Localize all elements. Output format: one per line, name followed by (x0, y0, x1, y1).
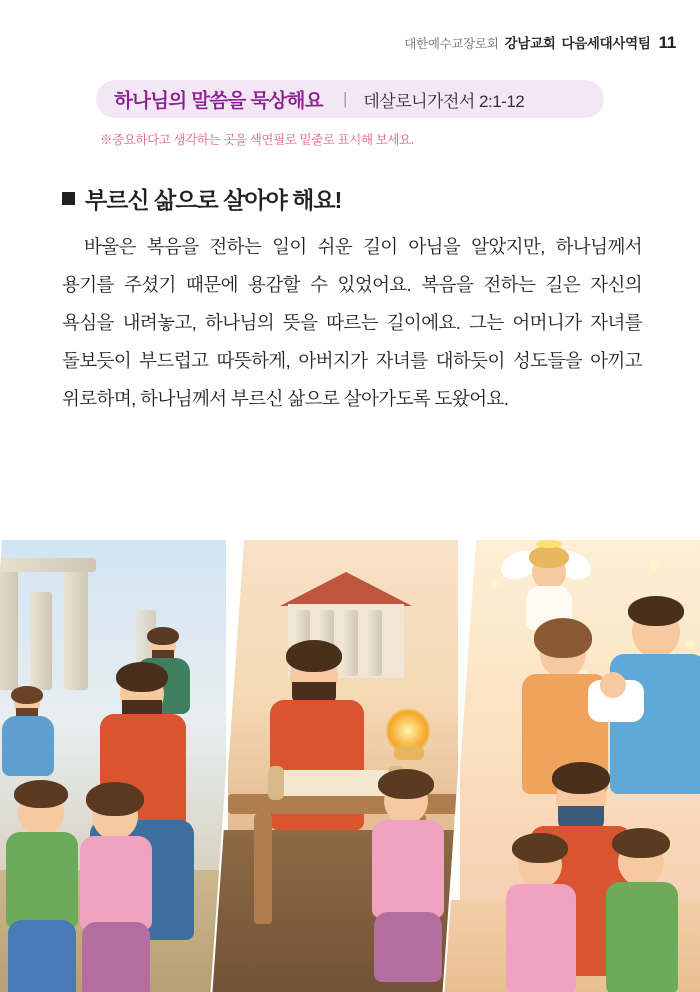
illustration-strip (0, 540, 700, 992)
scripture-title-bar (96, 80, 604, 118)
scripture-reference: 데살로니가전서 2:1-12 (363, 91, 525, 111)
illustration-panel-ruins-greeting (0, 540, 243, 992)
title-separator: | (342, 89, 348, 108)
header-denomination: 대한예수교장로회 (404, 37, 499, 51)
page-number: 11 (658, 33, 676, 52)
lesson-paragraph: 바울은 복음을 전하는 일이 쉬운 길이 아님을 알았지만, 하나님께서 용기를 주셨기 때문에 용감할 수 있었어요. 복음을 전하는 길은 자신의 욕심을 내려놓고, 하나님의 뜻을 따르는 길이에요. 그는 어머니가 자녀를 돌보듯이 부드럽고 따뜻하게, 아버지가 자녀를 대하듯이 성도들을 아끼고 위로하며, 하나님께서 부르신 삶으로 살아가도록 도왔어요. (62, 236, 642, 409)
illustration-panel-tentmaking-teaching (211, 540, 476, 992)
illustration-panel-family-blessing (443, 540, 700, 992)
section-heading (62, 182, 341, 215)
title-main-text: 하나님의 말씀을 묵상해요 (114, 90, 323, 112)
page-header (404, 32, 676, 53)
section-heading-text: 부르신 삶으로 살아야 해요! (85, 187, 342, 213)
header-church-name: 강남교회 (504, 36, 556, 51)
header-team-name: 다음세대사역팀 (561, 36, 651, 51)
instruction-note: ※중요하다고 생각하는 곳을 색연필로 밑줄로 표시해 보세요. (100, 133, 414, 147)
square-bullet-icon (62, 192, 75, 205)
